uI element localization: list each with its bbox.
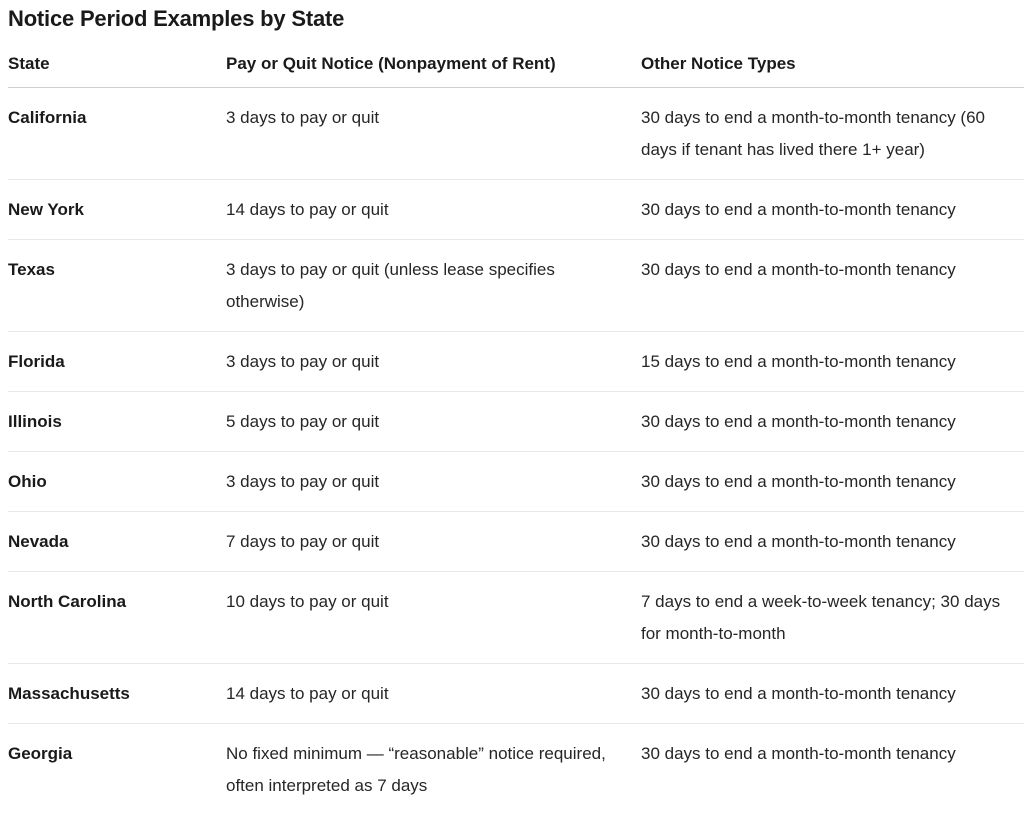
other-notice-cell: 30 days to end a month-to-month tenancy bbox=[641, 180, 1024, 240]
pay-or-quit-cell: 5 days to pay or quit bbox=[226, 392, 641, 452]
other-notice-cell: 30 days to end a month-to-month tenancy bbox=[641, 452, 1024, 512]
table-header-row bbox=[8, 40, 1024, 88]
state-cell: Texas bbox=[8, 240, 226, 332]
table-body bbox=[8, 88, 1024, 816]
pay-or-quit-cell: 3 days to pay or quit bbox=[226, 88, 641, 180]
state-cell: New York bbox=[8, 180, 226, 240]
state-cell: Illinois bbox=[8, 392, 226, 452]
pay-or-quit-cell: 14 days to pay or quit bbox=[226, 664, 641, 724]
state-cell: Nevada bbox=[8, 512, 226, 572]
table-row bbox=[8, 88, 1024, 180]
table-row bbox=[8, 572, 1024, 664]
pay-or-quit-cell: 10 days to pay or quit bbox=[226, 572, 641, 664]
other-notice-cell: 15 days to end a month-to-month tenancy bbox=[641, 332, 1024, 392]
other-notice-cell: 30 days to end a month-to-month tenancy bbox=[641, 744, 956, 763]
state-cell: California bbox=[8, 88, 226, 180]
column-header-state: State bbox=[8, 40, 226, 88]
table-row bbox=[8, 332, 1024, 392]
table-row bbox=[8, 240, 1024, 332]
state-cell: Massachusetts bbox=[8, 664, 226, 724]
pay-or-quit-cell: 3 days to pay or quit bbox=[226, 332, 641, 392]
table-row bbox=[8, 180, 1024, 240]
state-cell: Georgia bbox=[8, 744, 73, 763]
pay-or-quit-cell: 14 days to pay or quit bbox=[226, 180, 641, 240]
table-row bbox=[8, 724, 1024, 816]
table-row bbox=[8, 512, 1024, 572]
pay-or-quit-cell: 3 days to pay or quit bbox=[226, 452, 641, 512]
table-row bbox=[8, 452, 1024, 512]
pay-or-quit-cell: 3 days to pay or quit (unless lease specifies otherwise) bbox=[226, 240, 641, 332]
other-notice-cell: 7 days to end a week-to-week tenancy; 30 days for month-to-month bbox=[641, 572, 1024, 664]
state-cell: North Carolina bbox=[8, 572, 226, 664]
pay-or-quit-cell: No fixed minimum — “reasonable” notice required, often interpreted as 7 days bbox=[226, 744, 606, 795]
table-header bbox=[8, 40, 1024, 88]
notice-period-table bbox=[8, 40, 1024, 815]
state-cell: Florida bbox=[8, 332, 226, 392]
table-row bbox=[8, 664, 1024, 724]
table-row bbox=[8, 392, 1024, 452]
other-notice-cell: 30 days to end a month-to-month tenancy bbox=[641, 392, 1024, 452]
page-title: Notice Period Examples by State bbox=[8, 6, 345, 31]
other-notice-cell: 30 days to end a month-to-month tenancy bbox=[641, 664, 1024, 724]
state-cell: Ohio bbox=[8, 452, 226, 512]
column-header-other-notice: Other Notice Types bbox=[641, 40, 1024, 88]
other-notice-cell: 30 days to end a month-to-month tenancy (60 days if tenant has lived there 1+ year) bbox=[641, 88, 1024, 180]
pay-or-quit-cell: 7 days to pay or quit bbox=[226, 512, 641, 572]
other-notice-cell: 30 days to end a month-to-month tenancy bbox=[641, 512, 1024, 572]
column-header-pay-or-quit: Pay or Quit Notice (Nonpayment of Rent) bbox=[226, 40, 641, 88]
other-notice-cell: 30 days to end a month-to-month tenancy bbox=[641, 240, 1024, 332]
